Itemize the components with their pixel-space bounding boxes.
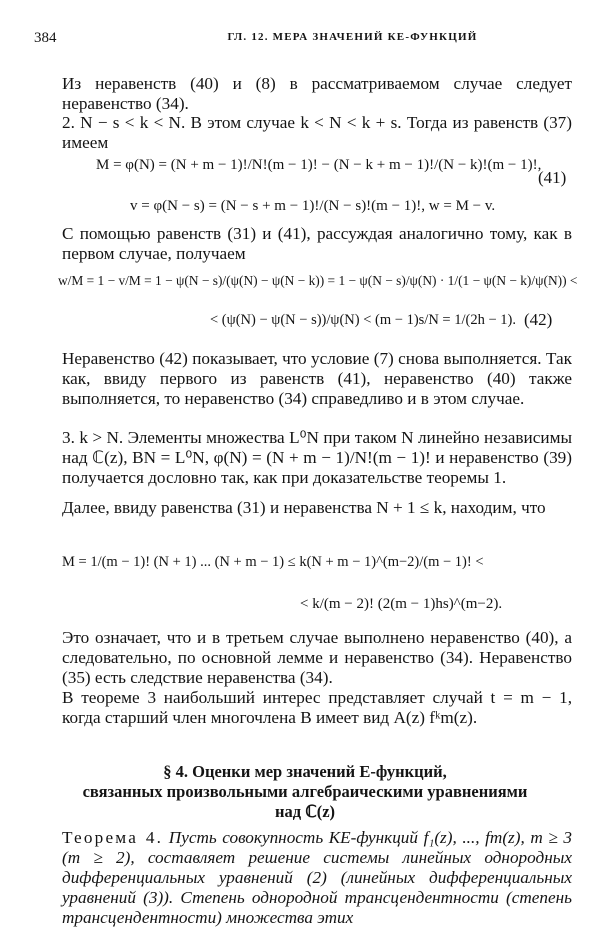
theorem-4 — [62, 828, 572, 928]
paragraph-4: Неравенство (42) показывает, что условие (7) снова выполняется. Так как, ввиду первого из равенств (41), неравенство (40) также выполняется, то неравенство (34) справедливо и в этом случае. — [62, 349, 572, 408]
section-heading-line-3: над ℂ(z) — [274, 802, 336, 821]
equation-42-line-2: < (ψ(N) − ψ(N − s))/ψ(N) < (m − 1)s/N = 1/(2h − 1). — [210, 312, 516, 328]
equation-41-line-1: M = φ(N) = (N + m − 1)!/N!(m − 1)! − (N − k + m − 1)!/(N − k)!(m − 1)!, — [96, 157, 542, 173]
paragraph-3: С помощью равенств (31) и (41), рассуждая аналогично тому, как в первом случае, получаем — [62, 224, 572, 263]
running-head: ГЛ. 12. МЕРА ЗНАЧЕНИЙ КЕ-ФУНКЦИЙ — [227, 31, 478, 43]
theorem-text: Пусть совокупность КЕ-функций f₁(z), ..., fm(z), m ≥ 3 (m ≥ 2), составляет решение системы линейных однородных дифференциальных уравнений (2) (линейных дифференциальных уравнений (3)). Степень однородной трансцендентности (степень трансцендентности) множества этих — [62, 828, 573, 927]
equation-41-line-2: v = φ(N − s) = (N − s + m − 1)!/(N − s)!(m − 1)!, w = M − v. — [130, 198, 496, 214]
paragraph-1: Из неравенств (40) и (8) в рассматриваемом случае следует неравенство (34). — [62, 74, 572, 113]
equation-42-line-1: w/M = 1 − v/M = 1 − ψ(N − s)/(ψ(N) − ψ(N − k)) = 1 − ψ(N − s)/ψ(N) · 1/(1 − ψ(N − k)/ψ(N)) < — [58, 273, 578, 288]
section-heading-line-1: § 4. Оценки мер значений Е-функций, — [163, 762, 447, 781]
paragraph-7: Это означает, что и в третьем случае выполнено неравенство (40), а следовательно, по основной лемме и неравенство (34). Неравенство (35) есть следствие неравенства (34). — [62, 628, 572, 687]
equation-41-label: (41) — [538, 168, 567, 187]
paragraph-6: Далее, ввиду равенства (31) и неравенства N + 1 ≤ k, находим, что — [62, 498, 546, 517]
page-header — [34, 30, 567, 50]
equation-m-line-1: M = 1/(m − 1)! (N + 1) ... (N + m − 1) ≤ k(N + m − 1)^(m−2)/(m − 1)! < — [62, 554, 484, 570]
equation-m-line-2: < k/(m − 2)! (2(m − 1)hs)^(m−2). — [300, 596, 503, 612]
equation-42-label: (42) — [524, 310, 553, 329]
paragraph-5: 3. k > N. Элементы множества L⁰N при таком N линейно независимы над ℂ(z), BN = L⁰N, φ(N) = (N + m − 1)/N!(m − 1)! и неравенство (39) получается дословно так, как при доказательстве теоремы 1. — [62, 428, 572, 487]
theorem-label: Теорема 4. — [62, 828, 164, 847]
section-heading-line-2: связанных произвольными алгебраическими уравнениями — [82, 782, 528, 801]
paragraph-8: В теореме 3 наибольший интерес представляет случай t = m − 1, когда старший член многочлена B имеет вид A(z) fᵏm(z). — [62, 688, 572, 727]
page-number: 384 — [34, 30, 57, 46]
paragraph-2: 2. N − s < k < N. В этом случае k < N < k + s. Тогда из равенств (37) имеем — [62, 113, 572, 152]
